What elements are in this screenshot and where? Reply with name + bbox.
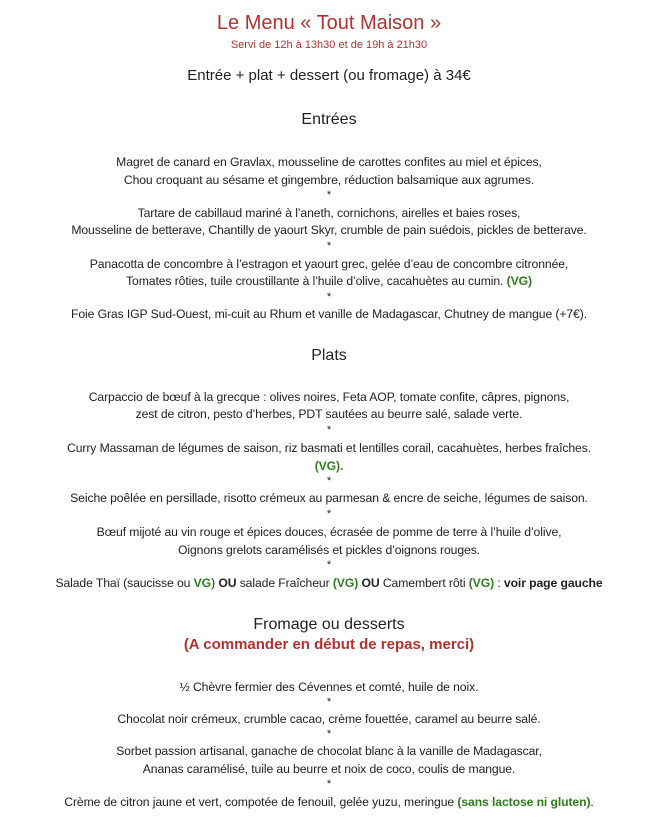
line-text: Crème de citron jaune et vert, compotée de fenouil, gelée yuzu, meringue [64,795,455,809]
menu-line: Tartare de cabillaud mariné à l’aneth, cornichons, airelles et baies roses, [137,206,521,220]
vg-tag: VG [193,576,212,590]
menu-line: Curry Massaman de légumes de saison, riz basmati et lentilles corail, cacahuètes, herbes fraîches. [67,441,591,455]
separator-star: * [326,240,332,252]
menu-hours: Servi de 12h à 13h30 et de 19h à 21h30 [230,39,428,51]
menu-line-salade [0,575,658,591]
menu-line [0,458,658,474]
line-text: . [590,795,594,809]
voir-page-text: voir page gauche [503,576,603,590]
separator-star: * [326,696,332,708]
line-text: Camembert rôti [379,576,469,590]
separator-star: * [326,508,332,520]
separator-star: * [326,728,332,740]
line-text: Salade Thaï (saucisse ou [55,576,194,590]
vg-tag: (VG) [332,576,359,590]
allergen-tag: (sans lactose ni gluten) [457,795,591,809]
line-text: Tomates rôties, tuile croustillante à l’huile d’olive, cacahuètes au cumin. [126,274,504,288]
menu-line: Seiche poêlée en persillade, risotto crémeux au parmesan & encre de seiche, légumes de saison. [70,491,588,505]
line-text: : [494,576,504,590]
section-title-entrees: Entrées [301,111,357,128]
menu-line: Panacotta de concombre à l’estragon et yaourt grec, gelée d’eau de concombre citronnée, [89,257,569,271]
ou-text: OU [218,576,237,590]
menu-line: Carpaccio de bœuf à la grecque : olives noires, Feta AOP, tomate confite, câpres, pignons, [88,390,570,404]
separator-star: * [326,559,332,571]
menu-line: Magret de canard en Gravlax, mousseline de carottes confites au miel et épices, [116,155,542,169]
separator-star: * [326,291,332,303]
menu-line: ½ Chèvre fermier des Cévennes et comté, huile de noix. [179,680,479,694]
section-title-plats: Plats [311,347,347,364]
vg-tag: (VG) [468,576,495,590]
separator-star: * [326,778,332,790]
menu-line: Chocolat noir crémeux, crumble cacao, crème fouettée, caramel au beurre salé. [117,712,541,726]
menu-line [0,794,658,810]
menu-title: Le Menu « Tout Maison » [216,12,442,34]
menu-line: Oignons grelots caramélisés et pickles d’oignons rouges. [178,543,480,557]
vg-tag: (VG) [506,274,532,288]
line-text: ) [211,576,219,590]
menu-line: Bœuf mijoté au vin rouge et épices douces, écrasée de pomme de terre à l’huile d’olive, [96,525,562,539]
separator-star: * [326,475,332,487]
menu-formula: Entrée + plat + dessert (ou fromage) à 34€ [187,67,471,84]
menu-line: Mousseline de betterave, Chantilly de yaourt Skyr, crumble de pain suédois, pickles de betterave. [71,223,587,237]
menu-line: Sorbet passion artisanal, ganache de chocolat blanc à la vanille de Madagascar, [116,744,542,758]
separator-star: * [326,189,332,201]
section-subtitle: (A commander en début de repas, merci) [183,636,475,653]
vg-tag: (VG). [314,459,344,473]
menu-line [0,273,658,289]
menu-line: Chou croquant au sésame et gingembre, réduction balsamique aux agrumes. [123,173,535,187]
line-text: salade Fraîcheur [236,576,333,590]
ou-text: OU [361,576,380,590]
menu-line: Ananas caramélisé, tuile au beurre et noix de coco, coulis de mangue. [142,762,516,776]
menu-line: Foie Gras IGP Sud-Ouest, mi-cuit au Rhum et vanille de Madagascar, Chutney de mangue (+7€). [70,307,588,321]
separator-star: * [326,424,332,436]
section-title-desserts: Fromage ou desserts [253,616,405,633]
menu-line: zest de citron, pesto d’herbes, PDT sautées au beurre salé, salade verte. [135,407,523,421]
